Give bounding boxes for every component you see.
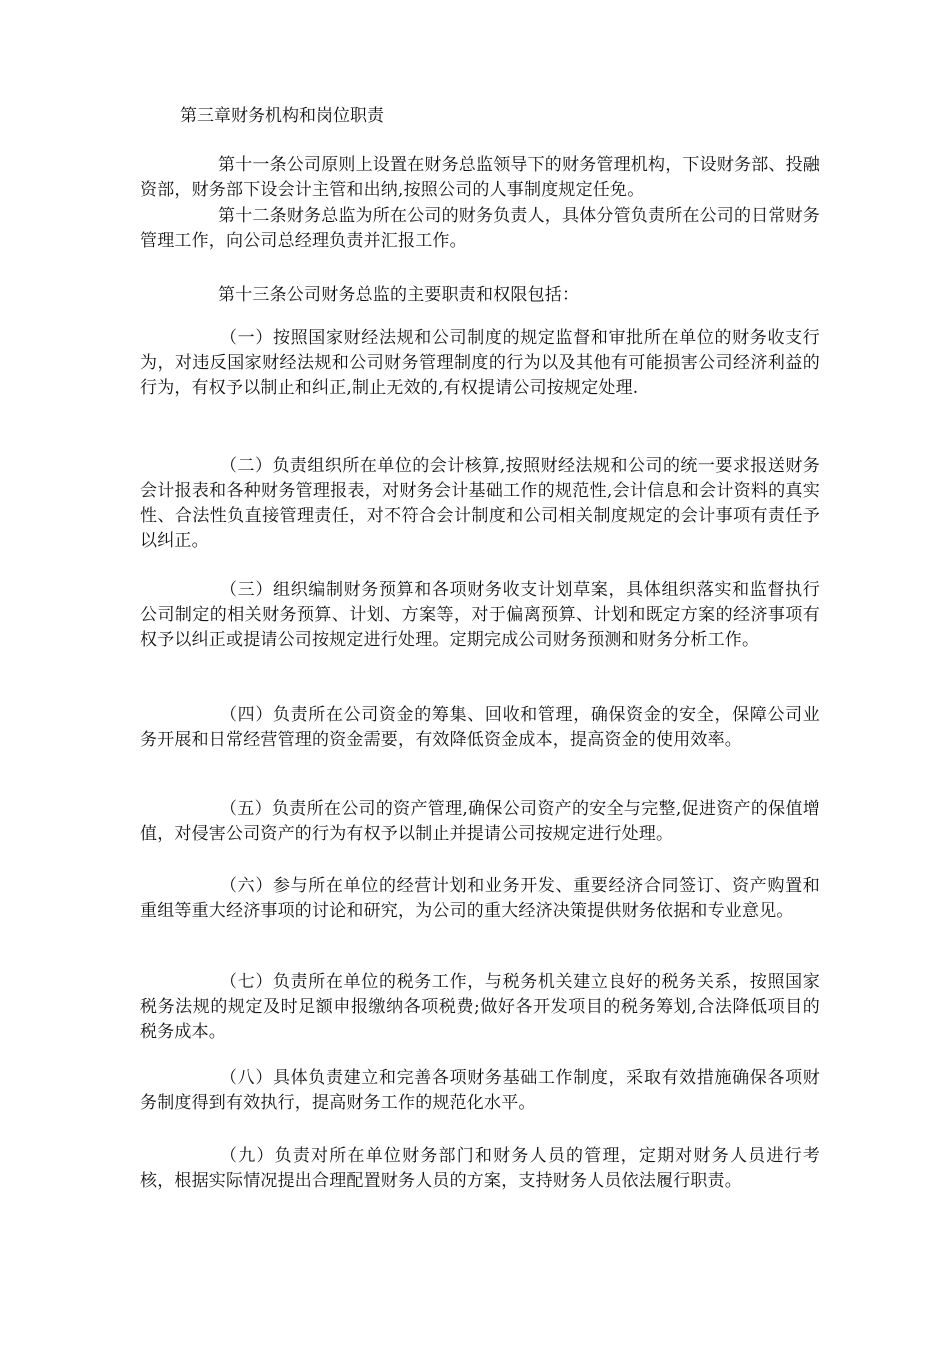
item-4: （四）负责所在公司资金的筹集、回收和管理，确保资金的安全，保障公司业务开展和日常经营管理的资金需要，有效降低资金成本，提高资金的使用效率。 — [140, 705, 820, 750]
item-5: （五）负责所在公司的资产管理,确保公司资产的安全与完整,促进资产的保值增值，对侵害公司资产的行为有权予以制止并提请公司按规定进行处理。 — [140, 799, 820, 844]
article-11: 第十一条公司原则上设置在财务总监领导下的财务管理机构，下设财务部、投融资部，财务部下设会计主管和出纳,按照公司的人事制度规定任免。 — [140, 155, 820, 200]
item-6: （六）参与所在单位的经营计划和业务开发、重要经济合同签订、资产购置和重组等重大经济事项的讨论和研究，为公司的重大经济决策提供财务依据和专业意见。 — [140, 876, 820, 921]
item-2: （二）负责组织所在单位的会计核算,按照财经法规和公司的统一要求报送财务会计报表和各种财务管理报表，对财务会计基础工作的规范性,会计信息和会计资料的真实性、合法性负直接管理责任，对不符合会计制度和公司相关制度规定的会计事项有责任予以纠正。 — [140, 456, 820, 551]
item-1: （一）按照国家财经法规和公司制度的规定监督和审批所在单位的财务收支行为，对违反国家财经法规和公司财务管理制度的行为以及其他有可能损害公司经济利益的行为，有权予以制止和纠正,制止无效的,有权提请公司按规定处理. — [140, 328, 820, 398]
article-12: 第十二条财务总监为所在公司的财务负责人，具体分管负责所在公司的日常财务管理工作，向公司总经理负责并汇报工作。 — [140, 206, 820, 251]
item-3: （三）组织编制财务预算和各项财务收支计划草案，具体组织落实和监督执行公司制定的相关财务预算、计划、方案等，对于偏离预算、计划和既定方案的经济事项有权予以纠正或提请公司按规定进行处理。定期完成公司财务预测和财务分析工作。 — [140, 580, 820, 650]
item-7: （七）负责所在单位的税务工作，与税务机关建立良好的税务关系，按照国家税务法规的规定及时足额申报缴纳各项税费;做好各开发项目的税务筹划,合法降低项目的税务成本。 — [140, 972, 820, 1042]
item-9: （九）负责对所在单位财务部门和财务人员的管理，定期对财务人员进行考核，根据实际情况提出合理配置财务人员的方案，支持财务人员依法履行职责。 — [140, 1146, 820, 1191]
article-13: 第十三条公司财务总监的主要职责和权限包括： — [218, 285, 580, 305]
item-8: （八）具体负责建立和完善各项财务基础工作制度，采取有效措施确保各项财务制度得到有效执行，提高财务工作的规范化水平。 — [140, 1068, 820, 1113]
chapter-title: 第三章财务机构和岗位职责 — [180, 106, 384, 126]
